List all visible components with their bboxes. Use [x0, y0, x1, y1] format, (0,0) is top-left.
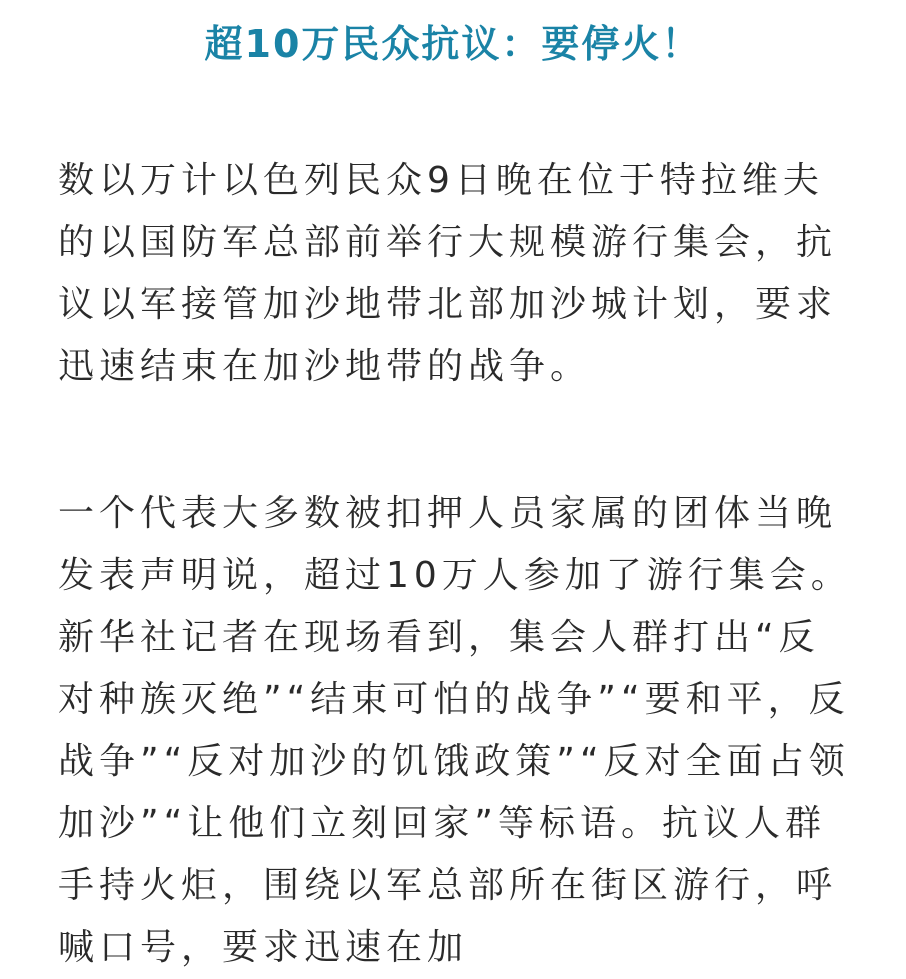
article-paragraph-2: 一个代表大多数被扣押人员家属的团体当晚发表声明说，超过10万人参加了游行集会。新华社记者在现场看到，集会人群打出“反对种族灭绝”“结束可怕的战争”“要和平，反战争”“反对加沙的饥饿政策”“反对全面占领加沙”“让他们立刻回家”等标语。抗议人群手持火炬，围绕以军总部所在街区游行，呼喊口号，要求迅速在加: [58, 493, 852, 968]
article-title: 超10万民众抗议：要停火！: [204, 22, 702, 66]
article-paragraph-1: 数以万计以色列民众9日晚在位于特拉维夫的以国防军总部前举行大规模游行集会，抗议以军接管加沙地带北部加沙城计划，要求迅速结束在加沙地带的战争。: [58, 160, 838, 387]
